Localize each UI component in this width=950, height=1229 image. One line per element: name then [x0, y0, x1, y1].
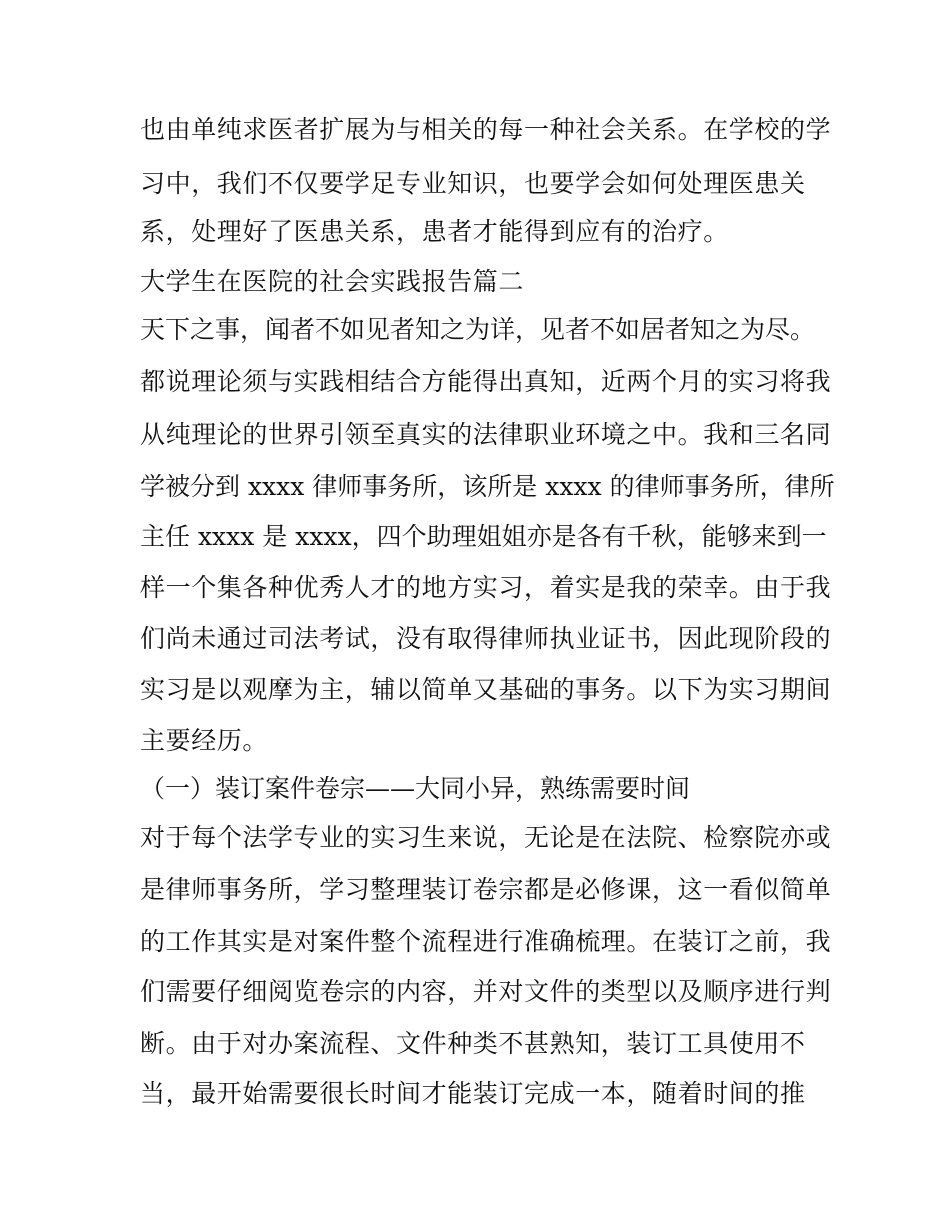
paragraph-line: 对于每个法学专业的实习生来说，无论是在法院、检察院亦或	[140, 823, 832, 852]
paragraph-line: 们尚未通过司法考试，没有取得律师执业证书，因此现阶段的	[140, 624, 832, 653]
paragraph-line: 学被分到 xxxx 律师事务所，该所是 xxxx 的律师事务所，律所	[140, 472, 835, 501]
paragraph-line: 系，处理好了医患关系，患者才能得到应有的治疗。	[140, 217, 729, 246]
paragraph-line: 都说理论须与实践相结合方能得出真知，近两个月的实习将我	[140, 367, 832, 396]
section-heading: 大学生在医院的社会实践报告篇二	[140, 267, 525, 296]
paragraph-line: 当，最开始需要很长时间才能装订完成一本，随着时间的推	[140, 1079, 806, 1108]
paragraph-line: 是律师事务所，学习整理装订卷宗都是必修课，这一看似简单	[140, 875, 832, 904]
paragraph-line: 从纯理论的世界引领至真实的法律职业环境之中。我和三名同	[140, 420, 832, 449]
paragraph-line: 实习是以观摩为主，辅以简单又基础的事务。以下为实习期间	[140, 675, 832, 704]
paragraph-line: 断。由于对办案流程、文件种类不甚熟知，装订工具使用不	[140, 1029, 806, 1058]
paragraph-line: 习中，我们不仅要学足专业知识，也要学会如何处理医患关	[140, 169, 806, 198]
paragraph-line: 样一个集各种优秀人才的地方实习，着实是我的荣幸。由于我	[140, 573, 832, 602]
paragraph-line: 也由单纯求医者扩展为与相关的每一种社会关系。在学校的学	[140, 115, 832, 144]
paragraph-line: 的工作其实是对案件整个流程进行准确梳理。在装订之前，我	[140, 927, 832, 956]
paragraph-line: 天下之事，闻者不如见者知之为详，见者不如居者知之为尽。	[140, 315, 816, 344]
subsection-heading: （一）装订案件卷宗——大同小异，熟练需要时间	[140, 774, 691, 803]
paragraph-line: 主任 xxxx 是 xxxx，四个助理姐姐亦是各有千秋，能够来到一	[140, 522, 827, 551]
paragraph-line: 主要经历。	[140, 726, 269, 755]
paragraph-line: 们需要仔细阅览卷宗的内容，并对文件的类型以及顺序进行判	[140, 977, 832, 1006]
